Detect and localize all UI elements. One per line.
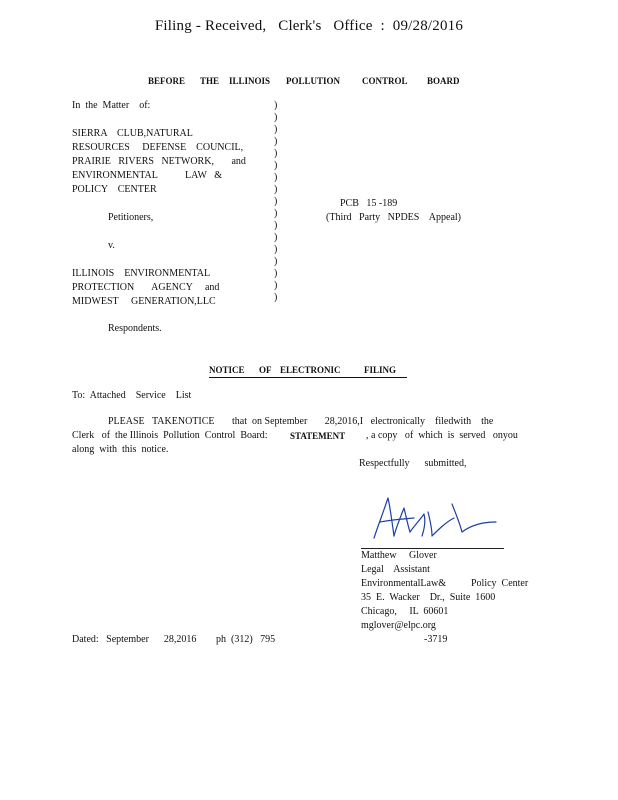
petitioner-line-5: POLICY CENTER xyxy=(72,184,157,195)
respondent-line-3: MIDWEST GENERATION,LLC xyxy=(72,296,216,307)
respondents-label: Respondents. xyxy=(108,323,162,334)
court-heading-illinois: ILLINOIS xyxy=(229,76,271,86)
petitioner-line-3: PRAIRIE RIVERS NETWORK, and xyxy=(72,156,246,167)
respondent-line-1: ILLINOIS ENVIRONMENTAL xyxy=(72,268,211,279)
notice-body-line-2a: Clerk of the Illinois Pollution Control Board: xyxy=(72,430,268,441)
court-heading-pollution: POLLUTION xyxy=(286,76,341,86)
respondent-line-2: PROTECTION AGENCY and xyxy=(72,282,220,293)
phone-line: ph (312) 795 xyxy=(216,634,276,645)
court-heading-before: BEFORE xyxy=(148,76,186,86)
in-the-matter: In the Matter of: xyxy=(72,100,151,111)
signer-address-2: Chicago, IL 60601 xyxy=(361,606,449,617)
notice-body-line-2c: , a copy of which is served onyou xyxy=(366,430,518,441)
signature-line xyxy=(361,548,504,549)
to-service-list: To: Attached Service List xyxy=(72,390,192,401)
notice-body-statement: STATEMENT xyxy=(290,431,346,441)
signer-address-1: 35 E. Wacker Dr., Suite 1600 xyxy=(361,592,496,603)
notice-body-line-1: PLEASE TAKENOTICE that on September 28,2016,I electronically filedwith the xyxy=(108,416,494,427)
versus: v. xyxy=(108,240,115,251)
notice-title-notice: NOTICE xyxy=(209,365,245,375)
notice-title-of: OF xyxy=(259,365,272,375)
case-type: (Third Party NPDES Appeal) xyxy=(326,212,461,223)
notice-title-filing: FILING xyxy=(364,365,397,375)
signer-organization: EnvironmentalLaw& Policy Center xyxy=(361,578,529,589)
court-heading-board: BOARD xyxy=(427,76,460,86)
notice-body-line-3: along with this notice. xyxy=(72,444,169,455)
respectfully-submitted: Respectfully submitted, xyxy=(359,458,467,469)
signer-title: Legal Assistant xyxy=(361,564,430,575)
case-number: PCB 15 -189 xyxy=(340,198,398,209)
petitioners-label: Petitioners, xyxy=(108,212,154,223)
signer-name: Matthew Glover xyxy=(361,550,437,561)
handwritten-signature-icon xyxy=(366,492,506,548)
caption-parentheses: ) ) ) ) ) ) ) ) ) ) ) ) ) ) ) ) ) xyxy=(274,100,278,303)
filing-received-header: Filing - Received, Clerk's Office : 09/28/2016 xyxy=(154,18,464,34)
dated-line: Dated: September 28,2016 xyxy=(72,634,197,645)
signer-email: mglover@elpc.org xyxy=(361,620,436,631)
petitioner-line-4: ENVIRONMENTAL LAW & xyxy=(72,170,223,181)
phone-extension: -3719 xyxy=(424,634,448,645)
notice-title-electronic: ELECTRONIC xyxy=(280,365,341,375)
court-heading-the: THE xyxy=(200,76,220,86)
petitioner-line-2: RESOURCES DEFENSE COUNCIL, xyxy=(72,142,244,153)
court-heading-control: CONTROL xyxy=(362,76,408,86)
petitioner-line-1: SIERRA CLUB,NATURAL xyxy=(72,128,193,139)
